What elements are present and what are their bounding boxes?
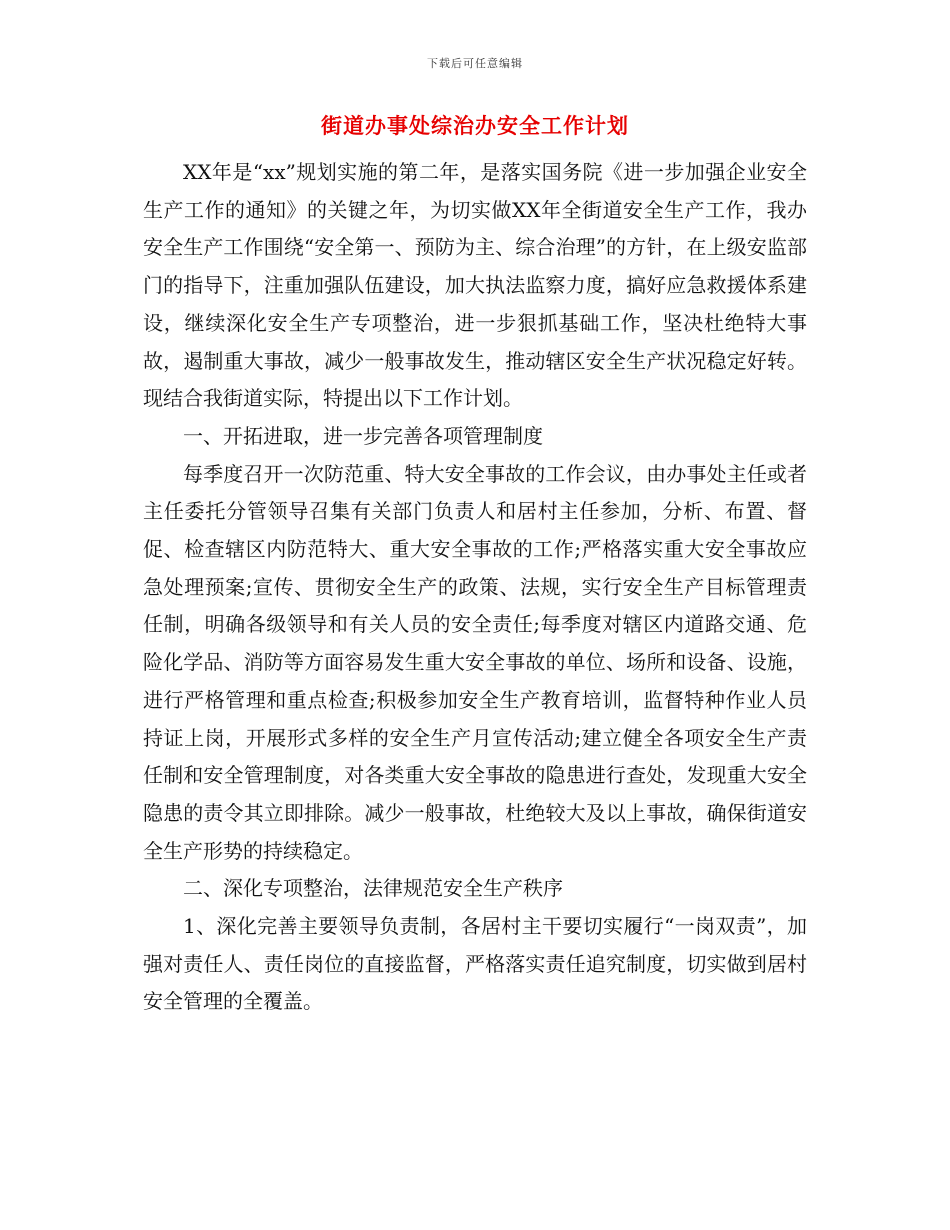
document-title: 街道办事处综治办安全工作计划 (321, 114, 629, 138)
section-heading-1: 一、开拓进取，进一步完善各项管理制度 (183, 423, 543, 448)
document-body (143, 154, 807, 1021)
paragraph-section-2-item-1: 1、深化完善主要领导负责制，各居村主干要切实履行“一岗双责”，加强对责任人、责任岗位的直接监督，严格落实责任追究制度，切实做到居村安全管理的全覆盖。 (143, 914, 807, 1014)
header-note: 下载后可任意编辑 (427, 57, 523, 70)
paragraph-intro: XX年是“xx”规划实施的第二年，是落实国务院《进一步加强企业安全生产工作的通知》的关键之年，为切实做XX年全街道安全生产工作，我办安全生产工作围绕“安全第一、预防为主、综合治理”的方针，在上级安监部门的指导下，注重加强队伍建设，加大执法监察力度，搞好应急救援体系建设，继续深化安全生产专项整治，进一步狠抓基础工作，坚决杜绝特大事故，遏制重大事故，减少一般事故发生，推动辖区安全生产状况稳定好转。现结合我街道实际，特提出以下工作计划。 (143, 160, 807, 411)
section-heading-2: 二、深化专项整治，法律规范安全生产秩序 (183, 876, 563, 901)
paragraph-section-1: 每季度召开一次防范重、特大安全事故的工作会议，由办事处主任或者主任委托分管领导召集有关部门负责人和居村主任参加，分析、布置、督促、检查辖区内防范特大、重大安全事故的工作;严格落实重大安全事故应急处理预案;宣传、贯彻安全生产的政策、法规，实行安全生产目标管理责任制，明确各级领导和有关人员的安全责任;每季度对辖区内道路交通、危险化学品、消防等方面容易发生重大安全事故的单位、场所和设备、设施，进行严格管理和重点检查;积极参加安全生产教育培训，监督特种作业人员持证上岗，开展形式多样的安全生产月宣传活动;建立健全各项安全生产责任制和安全管理制度，对各类重大安全事故的隐患进行查处，发现重大安全隐患的责令其立即排除。减少一般事故，杜绝较大及以上事故，确保街道安全生产形势的持续稳定。 (143, 461, 807, 863)
